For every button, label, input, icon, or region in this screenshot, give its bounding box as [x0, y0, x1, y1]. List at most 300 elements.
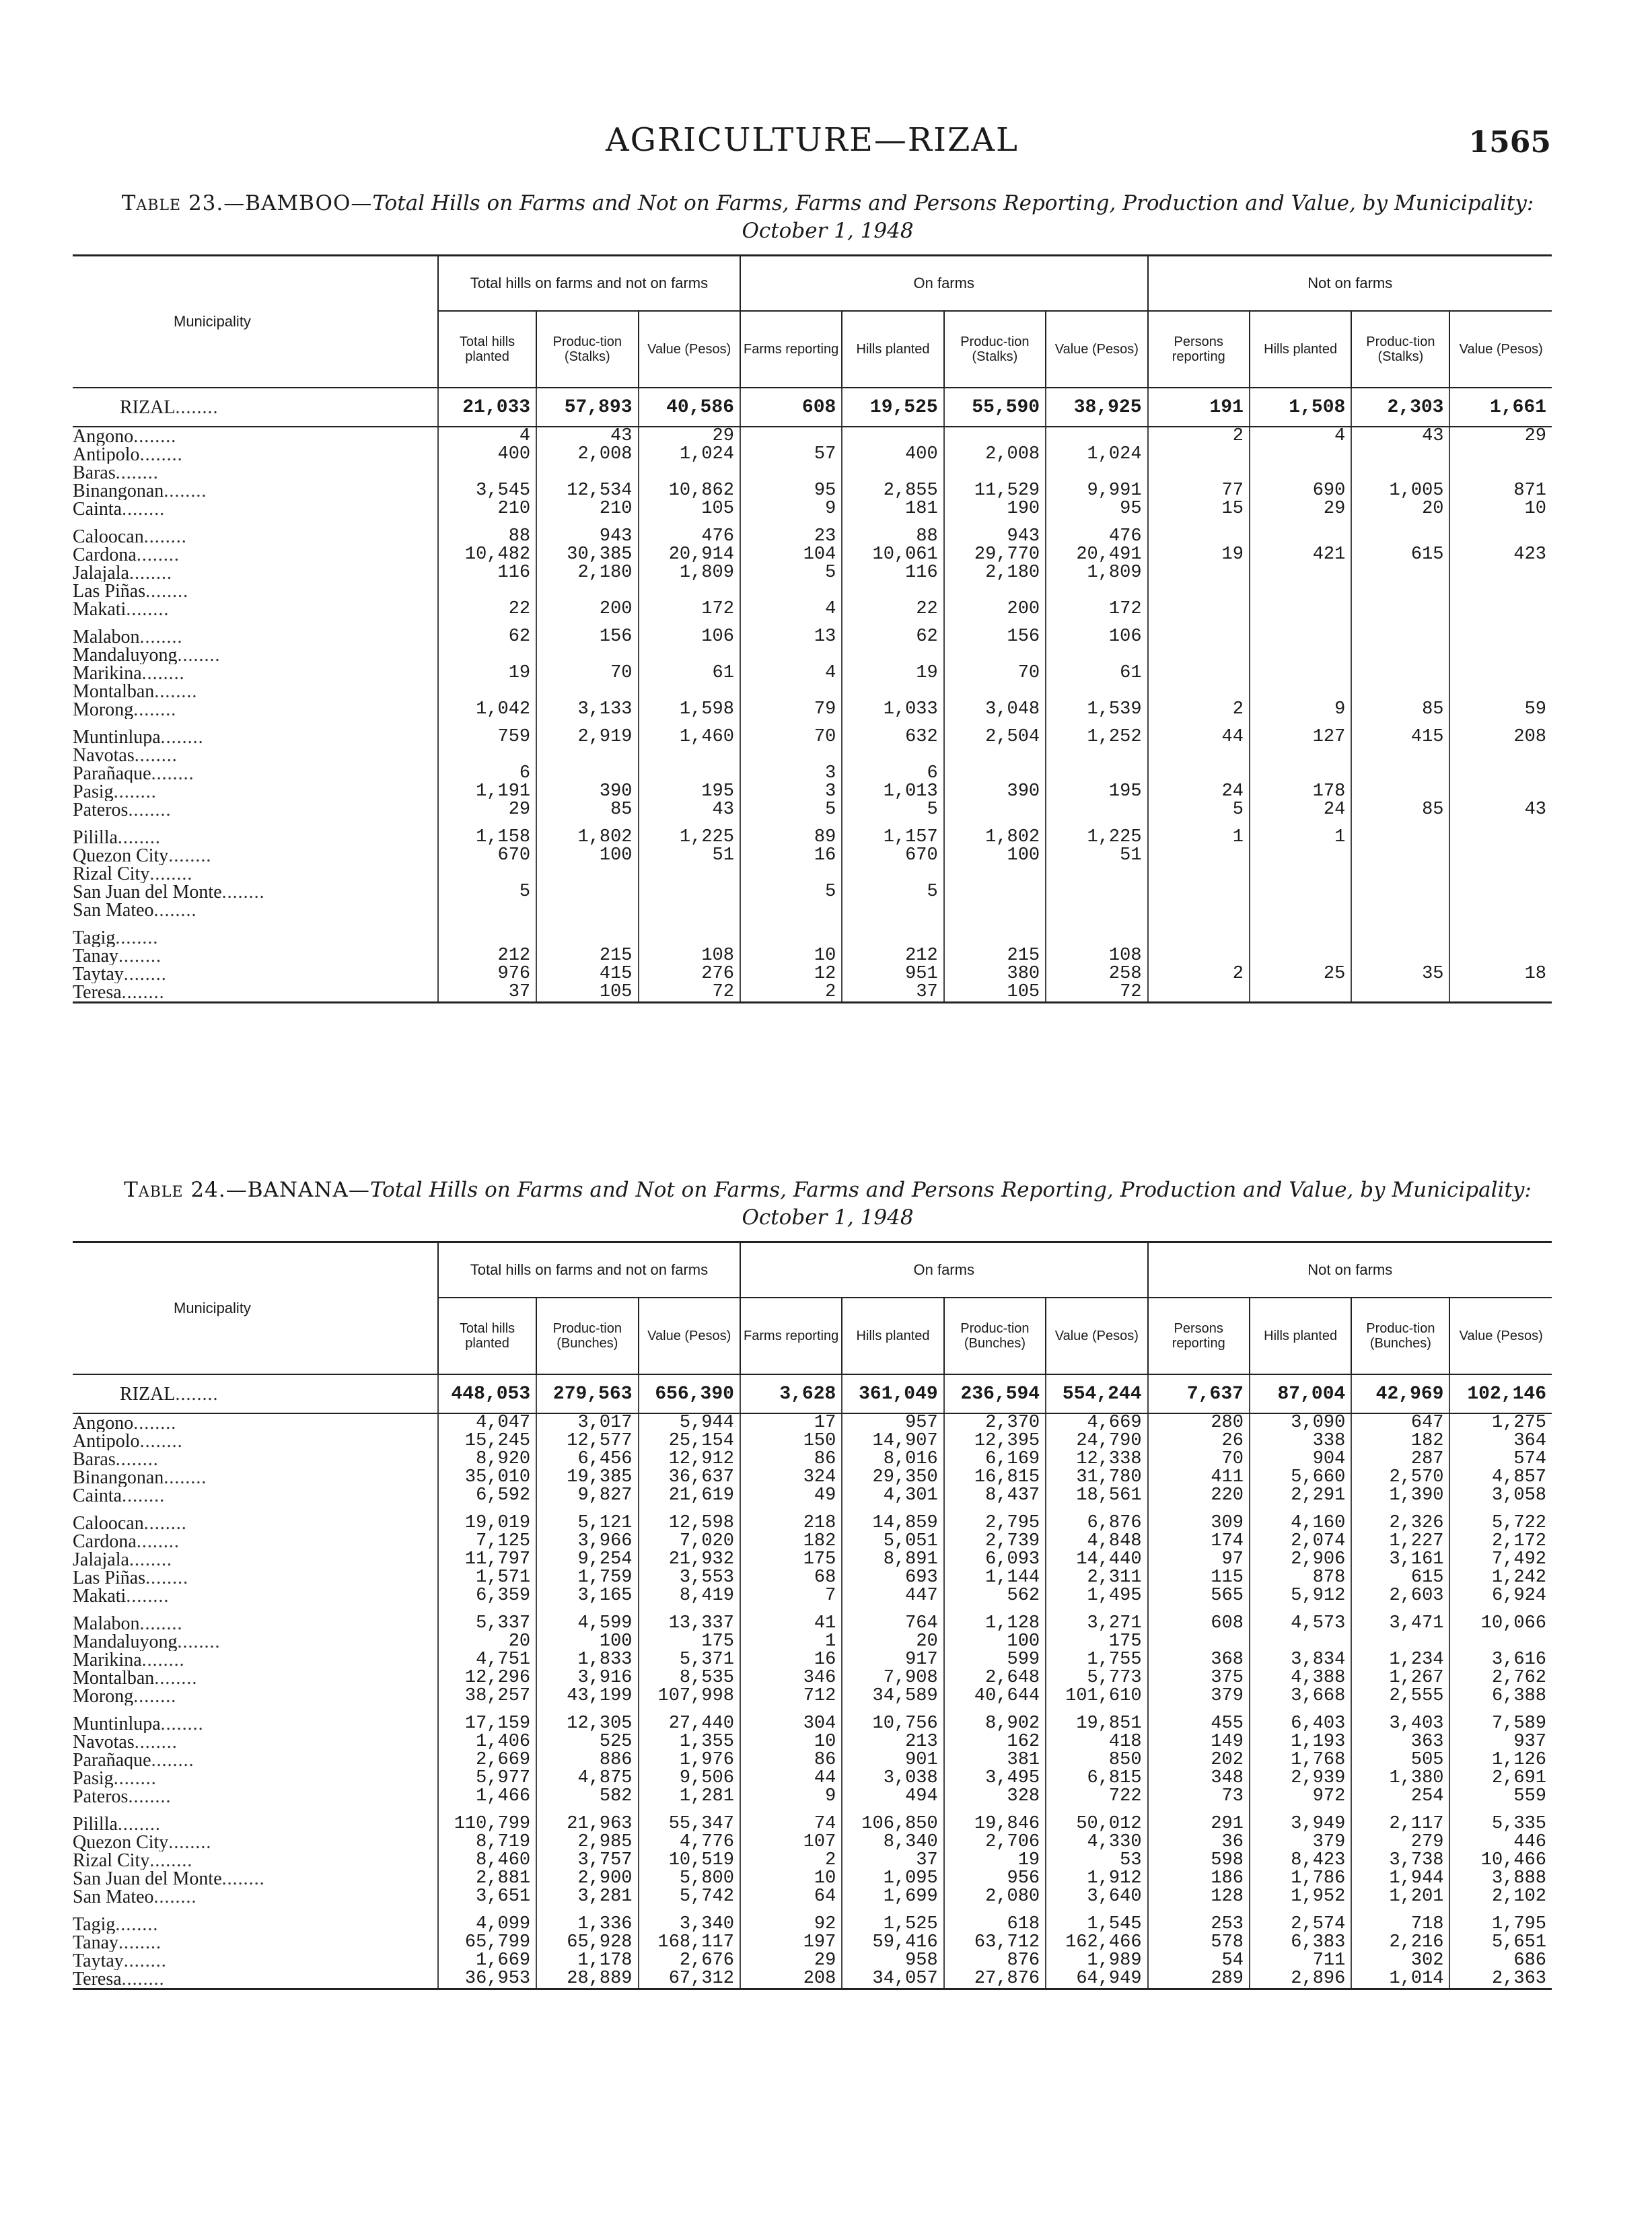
data-cell: 24	[1250, 801, 1351, 819]
total-cell: 236,594	[944, 1374, 1046, 1413]
data-cell	[740, 646, 842, 664]
table-row	[73, 746, 1552, 765]
data-cell	[1351, 664, 1449, 682]
data-cell: 1,944	[1351, 1870, 1449, 1888]
data-cell: 9,506	[639, 1769, 740, 1788]
data-cell	[1449, 901, 1552, 919]
data-cell: 1,390	[1351, 1487, 1449, 1505]
data-cell: 1,234	[1351, 1651, 1449, 1669]
data-cell: 73	[1148, 1788, 1250, 1806]
total-cell: 656,390	[639, 1374, 740, 1413]
data-cell: 115	[1148, 1569, 1250, 1587]
data-cell	[639, 746, 740, 765]
table-row	[73, 901, 1552, 919]
data-cell: 871	[1449, 482, 1552, 500]
municipality-name: Rizal City........	[73, 865, 193, 883]
data-cell	[1250, 901, 1351, 919]
data-cell: 8,423	[1250, 1852, 1351, 1870]
data-cell: 79	[740, 701, 842, 719]
municipality-header: Municipality	[73, 256, 438, 388]
data-cell: 3,949	[1250, 1806, 1351, 1833]
data-cell	[1250, 518, 1351, 546]
data-cell: 2,985	[536, 1833, 638, 1852]
column-header: Value (Pesos)	[639, 1298, 740, 1374]
data-cell: 1,227	[1351, 1532, 1449, 1551]
data-cell: 195	[639, 783, 740, 801]
table-23-title	[101, 190, 1554, 245]
data-cell: 3,651	[438, 1888, 536, 1906]
data-cell	[1148, 947, 1250, 965]
column-header: Farms reporting	[740, 1298, 842, 1374]
data-cell: 1,191	[438, 783, 536, 801]
data-cell: 1,014	[1351, 1970, 1449, 1989]
data-cell: 3,281	[536, 1888, 638, 1906]
data-cell: 578	[1148, 1934, 1250, 1952]
data-cell: 5,912	[1250, 1587, 1351, 1605]
data-cell: 712	[740, 1687, 842, 1705]
data-cell: 202	[1148, 1751, 1250, 1769]
data-cell: 215	[944, 947, 1046, 965]
data-cell: 168,117	[639, 1934, 740, 1952]
table-row	[73, 1788, 1552, 1806]
data-cell	[536, 883, 638, 901]
data-cell: 1,786	[1250, 1870, 1351, 1888]
data-cell	[639, 883, 740, 901]
data-cell: 4,857	[1449, 1469, 1552, 1487]
data-cell: 12,338	[1046, 1450, 1147, 1469]
data-cell: 400	[842, 446, 943, 464]
data-cell	[1148, 646, 1250, 664]
table-row	[73, 546, 1552, 564]
data-cell: 4,330	[1046, 1833, 1147, 1852]
data-cell: 4	[1250, 427, 1351, 446]
data-cell: 10,862	[639, 482, 740, 500]
data-cell	[740, 865, 842, 883]
table-row	[73, 446, 1552, 464]
data-cell: 62	[438, 619, 536, 646]
data-cell: 1,466	[438, 1788, 536, 1806]
data-cell	[438, 646, 536, 664]
total-cell: 2,303	[1351, 388, 1449, 427]
data-cell: 20,914	[639, 546, 740, 564]
data-cell: 1,005	[1351, 482, 1449, 500]
data-cell: 1,178	[536, 1952, 638, 1970]
data-cell: 156	[944, 619, 1046, 646]
data-cell	[1046, 427, 1147, 446]
municipality-name: Angono........	[73, 427, 177, 446]
municipality-name: Cainta........	[73, 1487, 166, 1505]
data-cell	[438, 582, 536, 600]
data-cell: 363	[1351, 1733, 1449, 1751]
data-cell: 12,912	[639, 1450, 740, 1469]
data-cell: 2	[1148, 427, 1250, 446]
data-cell: 108	[1046, 947, 1147, 965]
column-header: Produc-tion (Stalks)	[944, 311, 1046, 388]
data-cell: 3,640	[1046, 1888, 1147, 1906]
data-cell	[536, 646, 638, 664]
table-23-bamboo	[73, 254, 1552, 1003]
column-header: Value (Pesos)	[1449, 1298, 1552, 1374]
data-cell: 690	[1250, 482, 1351, 500]
table-row	[73, 427, 1552, 446]
data-cell: 647	[1351, 1413, 1449, 1432]
data-cell: 1	[1148, 819, 1250, 847]
data-cell	[1351, 765, 1449, 783]
data-cell: 19	[1148, 546, 1250, 564]
data-cell: 4,301	[842, 1487, 943, 1505]
data-cell: 2,669	[438, 1751, 536, 1769]
data-cell: 215	[536, 947, 638, 965]
column-header: Farms reporting	[740, 311, 842, 388]
data-cell: 5	[842, 801, 943, 819]
table-row	[73, 919, 1552, 947]
data-cell: 24	[1148, 783, 1250, 801]
data-cell	[842, 746, 943, 765]
table-row	[73, 783, 1552, 801]
total-cell: 38,925	[1046, 388, 1147, 427]
data-cell: 12,598	[639, 1505, 740, 1532]
total-cell: 554,244	[1046, 1374, 1147, 1413]
group-header-total: Total hills on farms and not on farms	[438, 256, 740, 312]
data-cell: 2,311	[1046, 1569, 1147, 1587]
data-cell	[1449, 919, 1552, 947]
data-cell: 85	[1351, 801, 1449, 819]
data-cell	[1351, 1633, 1449, 1651]
municipality-header: Municipality	[73, 1242, 438, 1375]
data-cell: 16,815	[944, 1469, 1046, 1487]
data-cell: 175	[740, 1551, 842, 1569]
data-cell: 10	[740, 1870, 842, 1888]
data-cell: 37	[438, 983, 536, 1003]
data-cell: 100	[536, 1633, 638, 1651]
data-cell: 105	[944, 983, 1046, 1003]
data-cell: 8,419	[639, 1587, 740, 1605]
data-cell: 615	[1351, 1569, 1449, 1587]
data-cell: 29	[438, 801, 536, 819]
municipality-name: Muntinlupa........	[73, 727, 204, 746]
data-cell: 3,495	[944, 1769, 1046, 1788]
data-cell	[438, 464, 536, 482]
data-cell: 29	[740, 1952, 842, 1970]
data-cell: 10,466	[1449, 1852, 1552, 1870]
data-cell: 943	[536, 518, 638, 546]
municipality-name: Tanay........	[73, 947, 162, 965]
data-cell: 4,751	[438, 1651, 536, 1669]
data-cell: 943	[944, 518, 1046, 546]
data-cell: 57	[740, 446, 842, 464]
data-cell: 105	[536, 983, 638, 1003]
data-cell: 5,977	[438, 1769, 536, 1788]
data-cell: 1	[740, 1633, 842, 1651]
table-row	[73, 1852, 1552, 1870]
column-header: Value (Pesos)	[639, 311, 740, 388]
table-row	[73, 1569, 1552, 1587]
municipality-name: San Mateo........	[73, 1888, 197, 1906]
data-cell: 31,780	[1046, 1469, 1147, 1487]
municipality-name: Morong........	[73, 701, 177, 719]
data-cell	[740, 919, 842, 947]
table-row	[73, 1952, 1552, 1970]
data-cell: 1,545	[1046, 1906, 1147, 1934]
data-cell: 2,180	[944, 564, 1046, 582]
data-cell: 2,906	[1250, 1551, 1351, 1569]
data-cell	[842, 865, 943, 883]
data-cell: 61	[1046, 664, 1147, 682]
table-row	[73, 983, 1552, 1003]
data-cell: 348	[1148, 1769, 1250, 1788]
data-cell	[1449, 646, 1552, 664]
data-cell: 29,770	[944, 546, 1046, 564]
data-cell: 901	[842, 1751, 943, 1769]
municipality-name: Tagig........	[73, 1914, 159, 1934]
table-24-title	[101, 1176, 1554, 1232]
data-cell: 415	[536, 965, 638, 983]
data-cell	[740, 682, 842, 701]
table-24-caption: Total Hills on Farms and Not on Farms, Farms and Persons Reporting, Production and Value, by Municipality: October 1, 1948	[369, 1178, 1532, 1230]
data-cell: 10,482	[438, 546, 536, 564]
data-cell: 4,160	[1250, 1505, 1351, 1532]
data-cell: 55,347	[639, 1806, 740, 1833]
data-cell: 6,876	[1046, 1505, 1147, 1532]
data-cell: 12,305	[536, 1705, 638, 1733]
data-cell: 364	[1449, 1432, 1552, 1450]
data-cell: 220	[1148, 1487, 1250, 1505]
data-cell: 1,380	[1351, 1769, 1449, 1788]
data-cell: 1,699	[842, 1888, 943, 1906]
data-cell: 175	[639, 1633, 740, 1651]
data-cell: 670	[842, 847, 943, 865]
data-cell: 686	[1449, 1952, 1552, 1970]
data-cell	[639, 464, 740, 482]
data-cell: 559	[1449, 1788, 1552, 1806]
column-header: Hills planted	[842, 311, 943, 388]
municipality-name: Mandaluyong........	[73, 1633, 221, 1651]
data-cell: 105	[639, 500, 740, 518]
data-cell: 2	[740, 1852, 842, 1870]
data-cell: 43	[639, 801, 740, 819]
data-cell	[1351, 783, 1449, 801]
data-cell: 186	[1148, 1870, 1250, 1888]
municipality-name: Quezon City........	[73, 1833, 212, 1852]
data-cell	[1351, 582, 1449, 600]
data-cell	[1148, 582, 1250, 600]
table-row	[73, 646, 1552, 664]
data-cell: 62	[842, 619, 943, 646]
data-cell: 562	[944, 1587, 1046, 1605]
data-cell: 200	[536, 600, 638, 619]
data-cell	[1148, 901, 1250, 919]
data-cell: 150	[740, 1432, 842, 1450]
data-cell: 446	[1449, 1833, 1552, 1852]
column-header: Persons reporting	[1148, 311, 1250, 388]
data-cell	[639, 919, 740, 947]
data-cell: 162	[944, 1733, 1046, 1751]
data-cell: 41	[740, 1605, 842, 1633]
data-cell: 1,157	[842, 819, 943, 847]
data-cell: 51	[639, 847, 740, 865]
data-cell: 9	[740, 500, 842, 518]
total-cell: 42,969	[1351, 1374, 1449, 1413]
data-cell: 162,466	[1046, 1934, 1147, 1952]
table-row	[73, 1669, 1552, 1687]
data-cell: 1,242	[1449, 1569, 1552, 1587]
data-cell: 1,128	[944, 1605, 1046, 1633]
table-24-banana	[73, 1241, 1552, 1990]
data-cell: 5,944	[639, 1413, 740, 1432]
data-cell: 38,257	[438, 1687, 536, 1705]
data-cell: 6,169	[944, 1450, 1046, 1469]
data-cell: 44	[740, 1769, 842, 1788]
data-cell	[1148, 865, 1250, 883]
data-cell: 328	[944, 1788, 1046, 1806]
data-cell: 8,437	[944, 1487, 1046, 1505]
table-row	[73, 1870, 1552, 1888]
municipality-name: Cardona........	[73, 1532, 180, 1551]
data-cell: 2,855	[842, 482, 943, 500]
municipality-name: Malabon........	[73, 627, 183, 646]
data-cell: 16	[740, 1651, 842, 1669]
data-cell: 61	[639, 664, 740, 682]
data-cell	[842, 682, 943, 701]
municipality-name: Morong........	[73, 1687, 177, 1705]
data-cell: 2,172	[1449, 1532, 1552, 1551]
data-cell: 64,949	[1046, 1970, 1147, 1989]
table-row	[73, 500, 1552, 518]
column-header: Produc-tion (Stalks)	[1351, 311, 1449, 388]
data-cell: 3,553	[639, 1569, 740, 1587]
data-cell	[1351, 646, 1449, 664]
data-cell	[1046, 765, 1147, 783]
data-cell: 3,834	[1250, 1651, 1351, 1669]
data-cell: 59	[1449, 701, 1552, 719]
data-cell: 1,768	[1250, 1751, 1351, 1769]
data-cell: 5	[740, 801, 842, 819]
data-cell: 1,267	[1351, 1669, 1449, 1687]
data-cell	[639, 865, 740, 883]
table-row	[73, 1605, 1552, 1633]
data-cell: 92	[740, 1906, 842, 1934]
data-cell: 63,712	[944, 1934, 1046, 1952]
data-cell: 2,919	[536, 719, 638, 746]
data-cell: 95	[1046, 500, 1147, 518]
data-cell: 6	[842, 765, 943, 783]
table-row	[73, 1505, 1552, 1532]
data-cell: 19	[438, 664, 536, 682]
data-cell: 18	[1449, 965, 1552, 983]
data-cell: 476	[1046, 518, 1147, 546]
data-cell	[438, 919, 536, 947]
data-cell: 1,525	[842, 1906, 943, 1934]
data-cell: 10,066	[1449, 1605, 1552, 1633]
data-cell	[1250, 564, 1351, 582]
page-title: AGRICULTURE—RIZAL	[606, 121, 1019, 159]
data-cell: 17	[740, 1413, 842, 1432]
data-cell	[1449, 1633, 1552, 1651]
data-cell: 618	[944, 1906, 1046, 1934]
data-cell	[1148, 464, 1250, 482]
data-cell: 1,755	[1046, 1651, 1147, 1669]
data-cell	[944, 765, 1046, 783]
data-cell: 3,038	[842, 1769, 943, 1788]
data-cell	[1250, 847, 1351, 865]
data-cell	[1148, 600, 1250, 619]
data-cell: 10	[740, 1733, 842, 1751]
data-cell: 50,012	[1046, 1806, 1147, 1833]
total-cell: 448,053	[438, 1374, 536, 1413]
column-header: Produc-tion (Bunches)	[1351, 1298, 1449, 1374]
data-cell: 1,759	[536, 1569, 638, 1587]
data-cell: 447	[842, 1587, 943, 1605]
data-cell: 12,534	[536, 482, 638, 500]
municipality-name: Teresa........	[73, 1970, 438, 1989]
data-cell	[1351, 883, 1449, 901]
data-cell: 904	[1250, 1450, 1351, 1469]
data-cell: 8,920	[438, 1450, 536, 1469]
data-cell: 21,963	[536, 1806, 638, 1833]
data-cell	[536, 919, 638, 947]
data-cell	[1351, 983, 1449, 1003]
data-cell	[944, 919, 1046, 947]
data-cell: 20	[1351, 500, 1449, 518]
data-cell: 43	[536, 427, 638, 446]
data-cell: 19	[842, 664, 943, 682]
data-cell: 2,326	[1351, 1505, 1449, 1532]
data-cell: 3,340	[639, 1906, 740, 1934]
data-cell	[1351, 518, 1449, 546]
column-header: Total hills planted	[438, 311, 536, 388]
data-cell: 1,193	[1250, 1733, 1351, 1751]
data-cell	[1449, 518, 1552, 546]
data-cell: 476	[639, 518, 740, 546]
data-cell: 1,252	[1046, 719, 1147, 746]
municipality-name: Marikina........	[73, 1651, 185, 1669]
data-cell: 212	[842, 947, 943, 965]
data-cell: 411	[1148, 1469, 1250, 1487]
data-cell: 43	[1449, 801, 1552, 819]
data-cell: 25	[1250, 965, 1351, 983]
data-cell: 525	[536, 1733, 638, 1751]
municipality-name: Binangonan........	[73, 1469, 207, 1487]
data-cell: 3,616	[1449, 1651, 1552, 1669]
municipality-name: Marikina........	[73, 664, 185, 682]
table-row	[73, 564, 1552, 582]
data-cell: 53	[1046, 1852, 1147, 1870]
data-cell: 7,589	[1449, 1705, 1552, 1733]
data-cell: 2,603	[1351, 1587, 1449, 1605]
data-cell: 956	[944, 1870, 1046, 1888]
data-cell: 5,660	[1250, 1469, 1351, 1487]
table-row	[73, 847, 1552, 865]
data-cell: 40,644	[944, 1687, 1046, 1705]
data-cell	[1148, 664, 1250, 682]
data-cell: 104	[740, 546, 842, 564]
data-cell: 6,456	[536, 1450, 638, 1469]
data-cell: 582	[536, 1788, 638, 1806]
data-cell: 2,896	[1250, 1970, 1351, 1989]
data-cell: 2,881	[438, 1870, 536, 1888]
data-cell: 381	[944, 1751, 1046, 1769]
data-cell	[1046, 883, 1147, 901]
data-cell: 34,589	[842, 1687, 943, 1705]
data-cell	[1148, 883, 1250, 901]
data-cell: 2,900	[536, 1870, 638, 1888]
data-cell: 210	[536, 500, 638, 518]
data-cell: 12,577	[536, 1432, 638, 1450]
column-header: Total hills planted	[438, 1298, 536, 1374]
data-cell: 21,619	[639, 1487, 740, 1505]
data-cell: 3,738	[1351, 1852, 1449, 1870]
data-cell: 210	[438, 500, 536, 518]
